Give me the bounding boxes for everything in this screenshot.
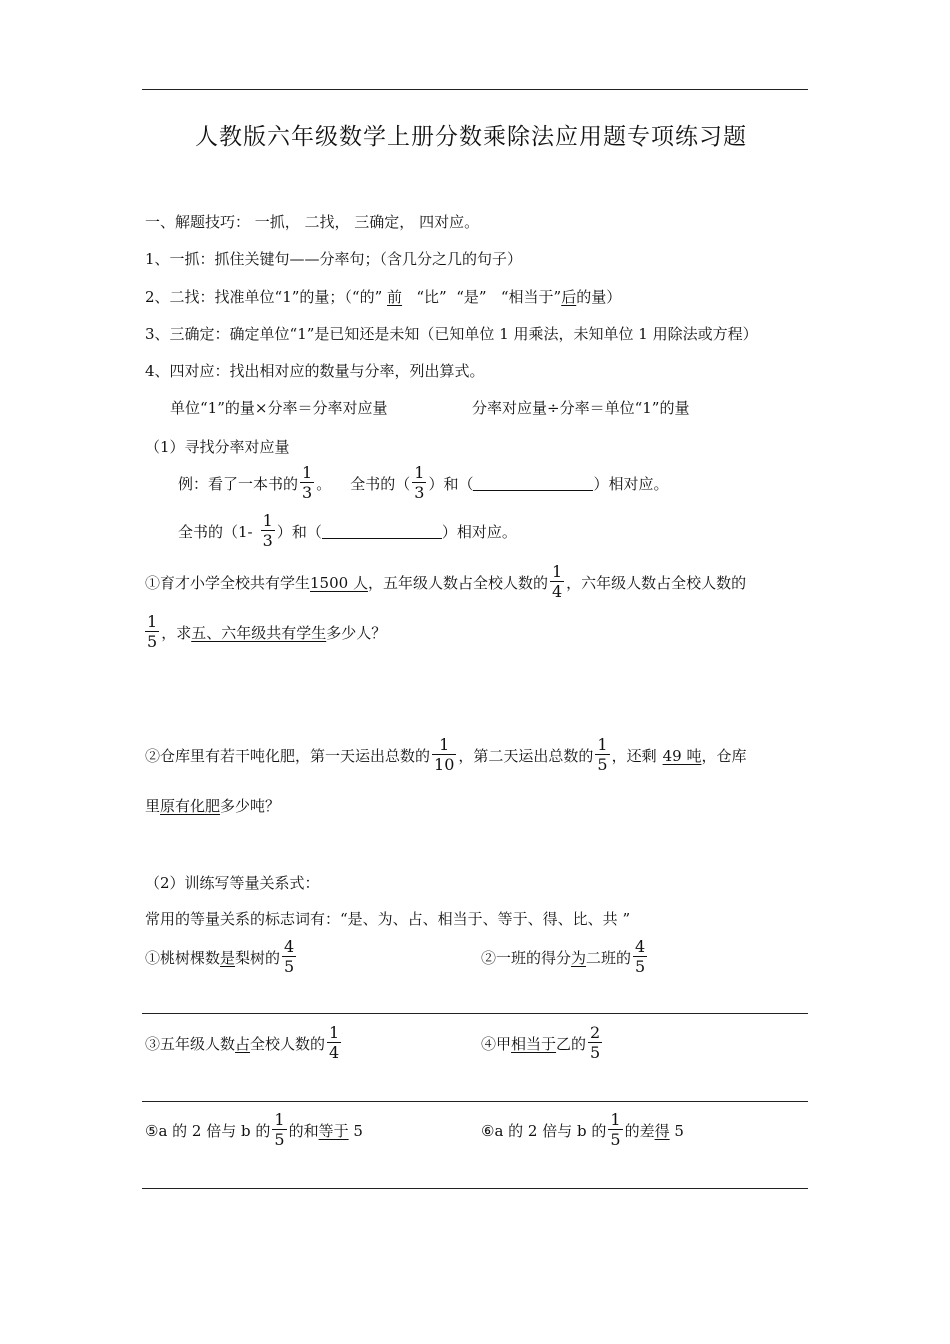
q1-target: 五、六年级共有学生 xyxy=(191,624,327,642)
q2-text-h: 多少吨？ xyxy=(220,797,281,815)
question-2-line-1 xyxy=(145,735,747,776)
fraction-1-3: $\frac{1}{3}$ xyxy=(414,463,425,502)
page-title: 人教版六年级数学上册分数乘除法应用题专项练习题 xyxy=(195,124,747,150)
ex2-text-b: ）和（ xyxy=(276,523,322,541)
item-2-text: ②一班的得分 xyxy=(481,949,572,967)
item-1-text: 梨树的 xyxy=(235,949,281,967)
fraction-1-4: $\frac{1}{4}$ xyxy=(329,1023,340,1062)
item-5-text: 的和 xyxy=(288,1122,319,1140)
tip-2-text-e: 的量） xyxy=(576,288,622,306)
fraction-1-5: $\frac{1}{5}$ xyxy=(147,612,158,651)
part2-heading: （2）训练写等量关系式： xyxy=(145,874,320,892)
formula-1: 单位“1”的量×分率＝分率对应量 xyxy=(170,399,388,417)
relation-item-2 xyxy=(481,937,649,978)
part1-heading: （1）寻找分率对应量 xyxy=(145,438,290,456)
tip-2-text-a: 2、二找：找准单位“1”的量；（“的” xyxy=(145,288,388,306)
fraction-4-5: $\frac{4}{5}$ xyxy=(284,937,295,976)
ex-text-b: 。 全书的（ xyxy=(316,475,411,493)
question-2-line-2 xyxy=(145,796,280,816)
item-3-text: 全校人数的 xyxy=(250,1035,326,1053)
fraction-1-3: $\frac{1}{3}$ xyxy=(262,511,273,550)
question-1-line-1 xyxy=(145,562,747,603)
item-4-text: 乙的 xyxy=(556,1035,587,1053)
ex-text-c: ）和（ xyxy=(428,475,474,493)
item-3-keyword: 占 xyxy=(235,1035,251,1053)
tips-heading: 一、解题技巧： 一抓， 二找， 三确定， 四对应。 xyxy=(145,213,480,231)
answer-blank[interactable] xyxy=(473,476,593,491)
example-1 xyxy=(178,463,669,504)
item-3-text: ③五年级人数 xyxy=(145,1035,236,1053)
fraction-1-4: $\frac{1}{4}$ xyxy=(551,562,563,601)
fraction-1-5: $\frac{1}{5}$ xyxy=(274,1110,285,1149)
item-1-text: ①桃树棵数 xyxy=(145,949,221,967)
tip-1: 1、一抓：抓住关键句——分率句；（含几分之几的句子） xyxy=(145,250,523,268)
tip-3: 3、三确定：确定单位“1”是已知还是未知（已知单位 1 用乘法，未知单位 1 用除法或方程） xyxy=(145,325,758,343)
question-1-line-2 xyxy=(143,612,387,653)
q1-text-g: 多少人？ xyxy=(326,624,387,642)
tip-2 xyxy=(145,287,621,307)
item-6-keyword: 得 xyxy=(654,1122,670,1140)
q2-remaining: 49 吨 xyxy=(662,747,702,765)
relation-item-3 xyxy=(145,1023,343,1064)
fraction-1-10: $\frac{1}{10}$ xyxy=(434,735,455,774)
relation-item-4 xyxy=(481,1023,604,1064)
relation-item-5 xyxy=(145,1110,363,1151)
q2-text-e: ，仓库 xyxy=(701,747,747,765)
relation-item-1 xyxy=(145,937,298,978)
relation-item-6 xyxy=(481,1110,684,1151)
item-2-keyword: 为 xyxy=(571,949,587,967)
fraction-1-5: $\frac{1}{5}$ xyxy=(610,1110,621,1149)
fraction-1-5: $\frac{1}{5}$ xyxy=(597,735,608,774)
item-6-text: 的差 xyxy=(624,1122,655,1140)
ex2-text-a: 全书的（1- xyxy=(178,523,253,541)
tip-4: 4、四对应：找出相对应的数量与分率，列出算式。 xyxy=(145,362,485,380)
answer-blank[interactable] xyxy=(322,524,442,539)
item-5-keyword: 等于 xyxy=(318,1122,349,1140)
fraction-2-5: $\frac{2}{5}$ xyxy=(590,1023,601,1062)
fraction-4-5: $\frac{4}{5}$ xyxy=(635,937,646,976)
item-4-keyword: 相当于 xyxy=(511,1035,557,1053)
tip-2-text-c: “比” “是” “相当于” xyxy=(402,288,562,306)
item-4-text: ④甲 xyxy=(481,1035,512,1053)
item-6-text: ⑥a 的 2 倍与 b 的 xyxy=(481,1122,607,1140)
answer-line[interactable] xyxy=(142,1188,808,1189)
q1-text-c: ，五年级人数占全校人数的 xyxy=(367,574,548,592)
item-5-text: ⑤a 的 2 倍与 b 的 xyxy=(145,1122,271,1140)
ex-text-a: 例：看了一本书的 xyxy=(178,475,299,493)
answer-line[interactable] xyxy=(142,1013,808,1014)
answer-line[interactable] xyxy=(142,1101,808,1102)
keyword-intro: 常用的等量关系的标志词有：“是、为、占、相当于、等于、得、比、共 ” xyxy=(145,910,631,928)
q2-text-c: ，还剩 xyxy=(611,747,657,765)
item-2-text: 二班的 xyxy=(586,949,632,967)
q2-target: 原有化肥 xyxy=(160,797,221,815)
q1-total: 1500 人 xyxy=(310,574,368,592)
q2-text-b: ，第二天运出总数的 xyxy=(458,747,594,765)
item-6-text: 5 xyxy=(669,1122,684,1140)
q1-text-d: ，六年级人数占全校人数的 xyxy=(566,574,747,592)
item-5-text: 5 xyxy=(348,1122,363,1140)
example-2 xyxy=(178,511,517,552)
q2-text-f: 里 xyxy=(145,797,161,815)
ex2-text-c: ）相对应。 xyxy=(441,523,517,541)
ex-text-d: ）相对应。 xyxy=(593,475,669,493)
tip-2-qian: 前 xyxy=(387,288,403,306)
formula-2: 分率对应量÷分率＝单位“1”的量 xyxy=(472,399,690,417)
q1-text-e: ，求 xyxy=(161,624,192,642)
q2-text-a: ②仓库里有若干吨化肥，第一天运出总数的 xyxy=(145,747,431,765)
tip-2-hou: 后 xyxy=(561,288,577,306)
item-1-keyword: 是 xyxy=(220,949,236,967)
fraction-1-3: $\frac{1}{3}$ xyxy=(302,463,313,502)
q1-text-a: ①育才小学全校共有学生 xyxy=(145,574,311,592)
top-rule xyxy=(142,89,808,90)
